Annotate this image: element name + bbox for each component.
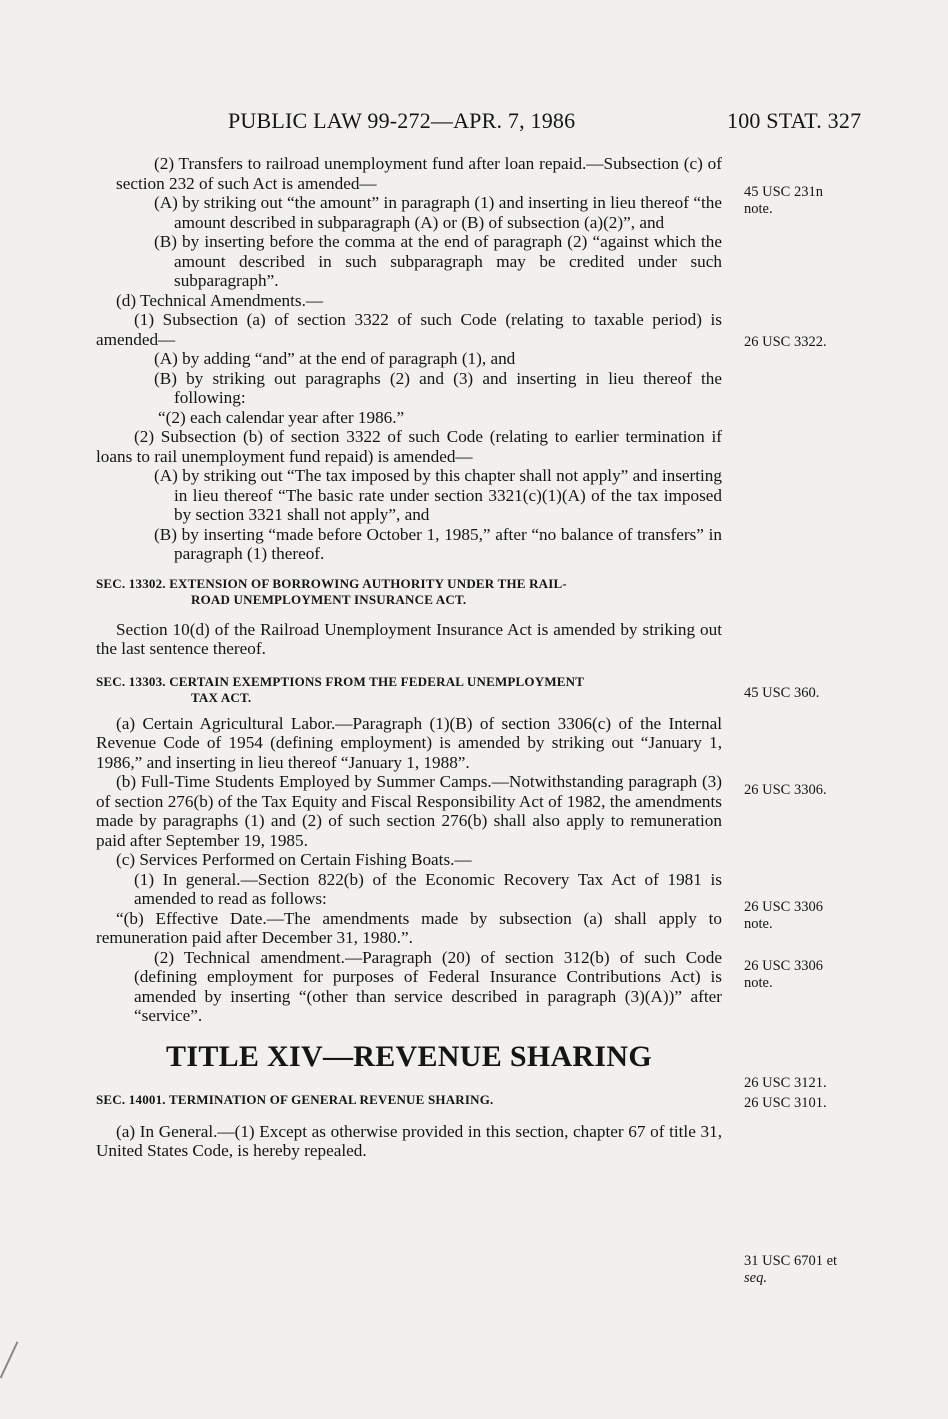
title-heading: TITLE XIV—REVENUE SHARING [166,1039,652,1073]
paragraph: (2) Transfers to railroad unemployment fund after loan repaid.—Subsection (c) of section 232 of such Act is amended— [116,154,722,193]
paragraph: (a) Certain Agricultural Labor.—Paragraph (1)(B) of section 3306(c) of the Internal Revenue Code of 1954 (defining employment) is amended by striking out “January 1, 1986,” and inserting in lieu thereof “January 1, 1988”. [96,713,722,772]
margin-note: 45 USC 231n note. [744,184,823,217]
section-heading [96,576,722,608]
paragraph: (1) In general.—Section 822(b) of the Economic Recovery Tax Act of 1981 is amended to read as follows: [134,869,722,908]
subsection-heading: (c) Services Performed on Certain Fishing Boats.— [116,850,472,869]
running-header-right: 100 STAT. 327 [727,108,862,133]
quoted-text: “(2) each calendar year after 1986.” [158,407,405,427]
section-heading-line2: TAX ACT. [191,689,252,705]
running-header-left: PUBLIC LAW 99-272—APR. 7, 1986 [228,108,576,133]
section-heading [96,674,722,706]
section-heading-line1: SEC. 13302. EXTENSION OF BORROWING AUTHORITY UNDER THE RAIL- [96,575,567,591]
paragraph: (A) by striking out “the amount” in paragraph (1) and inserting in lieu thereof “the amount described in subparagraph (A) or (B) of subsection (a)(2)”, and [154,193,722,232]
margin-note: 26 USC 3322. [744,334,827,350]
paragraph: (2) Subsection (b) of section 3322 of such Code (relating to earlier termination if loans to rail unemployment fund repaid) is amended— [96,427,722,466]
margin-note: 26 USC 3306 note. [744,958,823,991]
margin-note: 26 USC 3306 note. [744,899,823,932]
paragraph: (1) Subsection (a) of section 3322 of such Code (relating to taxable period) is amended— [96,310,722,349]
paragraph: (B) by inserting before the comma at the end of paragraph (2) “against which the amount described in such subparagraph may be credited under such subparagraph”. [154,232,722,290]
paragraph: (a) In General.—(1) Except as otherwise provided in this section, chapter 67 of title 31, United States Code, is hereby repealed. [96,1121,722,1160]
quoted-text: “(b) Effective Date.—The amendments made by subsection (a) shall apply to remuneration paid after December 31, 1980.”. [96,908,722,947]
margin-note: 26 USC 3101. [744,1095,827,1111]
section-heading-line1: SEC. 13303. CERTAIN EXEMPTIONS FROM THE FEDERAL UNEMPLOYMENT [96,673,585,689]
section-heading [96,1092,722,1108]
margin-note: 45 USC 360. [744,685,820,701]
paragraph: (2) Technical amendment.—Paragraph (20) of section 312(b) of such Code (defining employment for purposes of Federal Insurance Contributions Act) is amended by inserting “(other than service described in paragraph (3)(A))” after “service”. [134,947,722,1025]
paragraph: (b) Full-Time Students Employed by Summer Camps.—Notwithstanding paragraph (3) of section 276(b) of the Tax Equity and Fiscal Responsibility Act of 1982, the amendments made by paragraphs (1) and (2) of such section 276(b) shall also apply to remuneration paid after September 19, 1985. [96,772,722,850]
margin-note: 26 USC 3306. [744,782,827,798]
subsection-heading: (d) Technical Amendments.— [116,290,324,310]
paragraph: (A) by striking out “The tax imposed by this chapter shall not apply” and inserting in lieu thereof “The basic rate under section 3321(c)(1)(A) of the tax imposed by section 3321 shall not apply”, and [154,466,722,524]
body-text [96,154,722,1161]
margin-note: 31 USC 6701 et seq. [744,1253,838,1286]
paragraph: Section 10(d) of the Railroad Unemployment Insurance Act is amended by striking out the last sentence thereof. [96,619,722,658]
section-heading-line1: SEC. 14001. TERMINATION OF GENERAL REVENUE SHARING. [96,1091,494,1107]
section-heading-line2: ROAD UNEMPLOYMENT INSURANCE ACT. [191,591,467,607]
paragraph: (B) by striking out paragraphs (2) and (3) and inserting in lieu thereof the following: [154,368,722,407]
paragraph: (A) by adding “and” at the end of paragraph (1), and [154,349,516,368]
pen-mark [0,1341,18,1378]
margin-note: 26 USC 3121. [744,1075,827,1091]
paragraph: (B) by inserting “made before October 1, 1985,” after “no balance of transfers” in paragraph (1) thereof. [154,524,722,563]
